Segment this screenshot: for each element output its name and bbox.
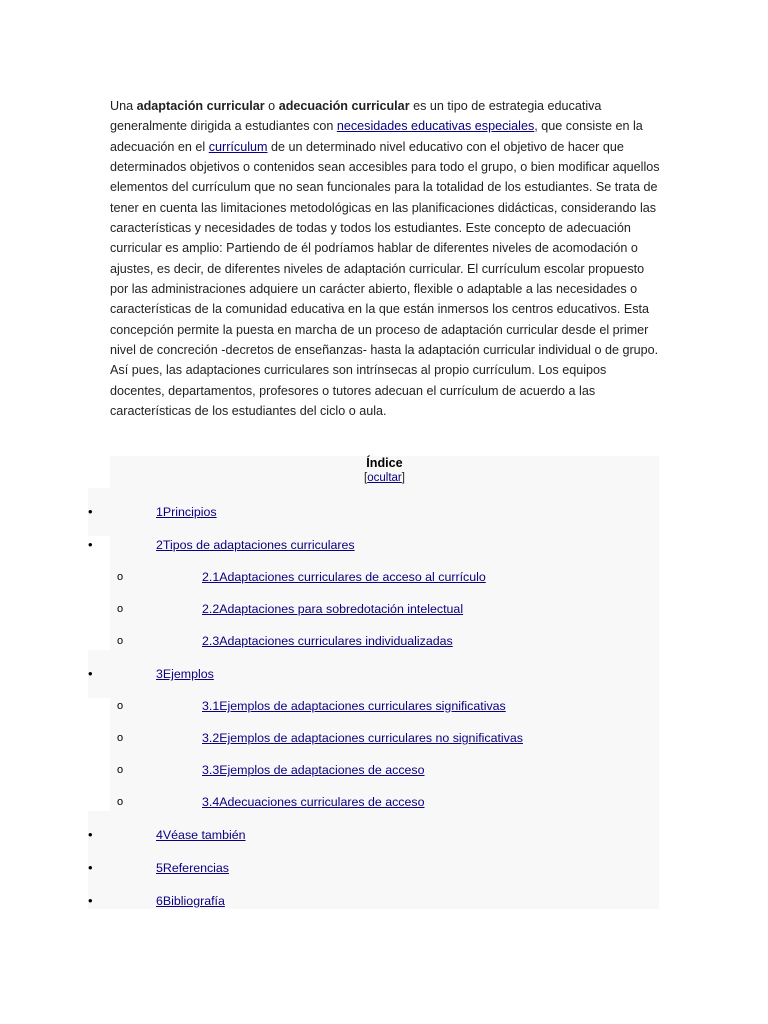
- link-necesidades-educativas-especiales[interactable]: necesidades educativas especiales: [336, 119, 535, 134]
- toc-bullet-disc: [88, 505, 93, 519]
- toc-toggle-bracket: [: [364, 472, 368, 484]
- toc-bullet-circle: o: [117, 603, 124, 615]
- toc-item-sobredotacion[interactable]: 2.2Adaptaciones para sobredotación intelectual: [202, 602, 464, 616]
- toc-item-vease-tambien[interactable]: 4Véase también: [156, 828, 246, 842]
- toc-item-acceso-al-curriculo[interactable]: 2.1Adaptaciones curriculares de acceso al currículo: [202, 570, 486, 584]
- toc-bullet-disc: [88, 894, 93, 908]
- toc-toggle: [110, 472, 659, 484]
- toc-bullet-disc: [88, 667, 93, 681]
- toc-bullet-circle: o: [117, 635, 124, 647]
- toc-title: Índice: [366, 456, 403, 470]
- intro-text: Una: [110, 99, 137, 113]
- intro-text: , que consiste en la adecuación en el: [110, 119, 643, 154]
- toc-item-tipos-de-adaptaciones[interactable]: 2Tipos de adaptaciones curriculares: [156, 538, 355, 552]
- toc-hide-link[interactable]: ocultar: [367, 472, 402, 484]
- toc-bullet-circle: o: [117, 764, 124, 776]
- toc-bullet-disc: [88, 828, 93, 842]
- link-curriculum[interactable]: currículum: [208, 139, 268, 154]
- intro-text: es un tipo de estrategia educativa generalmente dirigida a estudiantes con: [110, 99, 602, 134]
- intro-text: de un determinado nivel educativo con el objetivo de hacer que determinados objetivos o contenidos sean accesibles para todo el grupo, o bien modificar aquellos elementos del currículum que no sean funcionales para la totalidad de los estudiantes. Se trata de tener en cuenta las limitaciones metodológicas en las planificaciones didácticas, considerando las características y necesidades de todas y todos los estudiantes. Este concepto de adecuación curricular es amplio: Partiendo de él podríamos hablar de diferentes niveles de acomodación o ajustes, es decir, de diferentes niveles de adaptación curricular. El currículum escolar propuesto por las administraciones adquiere un carácter abierto, flexible o adaptable a las necesidades o características de la comunidad educativa en la que están inmersos los centros educativos. Esta concepción permite la puesta en marcha de un proceso de adaptación curricular desde el primer nivel de concreción -decretos de enseñanzas- hasta la adaptación curricular individual o de grupo. Así pues, las adaptaciones curriculares son intrínsecas al propio currículum. Los equipos docentes, departamentos, profesores o tutores adecuan el currículum de acuerdo a las características de los estudiantes del ciclo o aula.: [110, 139, 660, 419]
- toc-bullet-disc: [88, 861, 93, 875]
- intro-paragraph: [110, 96, 660, 422]
- toc-item-bibliografia[interactable]: 6Bibliografía: [156, 894, 225, 908]
- toc-item-principios[interactable]: 1Principios: [156, 505, 217, 519]
- toc-item-ejemplos-no-significativas[interactable]: 3.2Ejemplos de adaptaciones curriculares no significativas: [202, 731, 523, 745]
- toc-bullet-disc: [88, 538, 93, 552]
- toc-item-individualizadas[interactable]: 2.3Adaptaciones curriculares individualizadas: [202, 634, 453, 648]
- term-adaptacion-curricular: adaptación curricular: [136, 99, 265, 113]
- intro-text: o: [264, 99, 279, 113]
- toc-item-ejemplos-significativas[interactable]: 3.1Ejemplos de adaptaciones curriculares significativas: [202, 699, 506, 713]
- toc-bullet-circle: o: [117, 571, 124, 583]
- term-adecuacion-curricular: adecuación curricular: [278, 99, 410, 113]
- toc-bullet-circle: o: [117, 700, 124, 712]
- toc-item-ejemplos[interactable]: 3Ejemplos: [156, 667, 214, 681]
- toc-item-referencias[interactable]: 5Referencias: [156, 861, 230, 875]
- toc-bullet-circle: o: [117, 732, 124, 744]
- toc-toggle-bracket: ]: [401, 472, 405, 484]
- toc-bullet-circle: o: [117, 796, 124, 808]
- toc-item-adecuaciones-acceso[interactable]: 3.4Adecuaciones curriculares de acceso: [202, 795, 425, 809]
- toc-item-ejemplos-acceso[interactable]: 3.3Ejemplos de adaptaciones de acceso: [202, 763, 425, 777]
